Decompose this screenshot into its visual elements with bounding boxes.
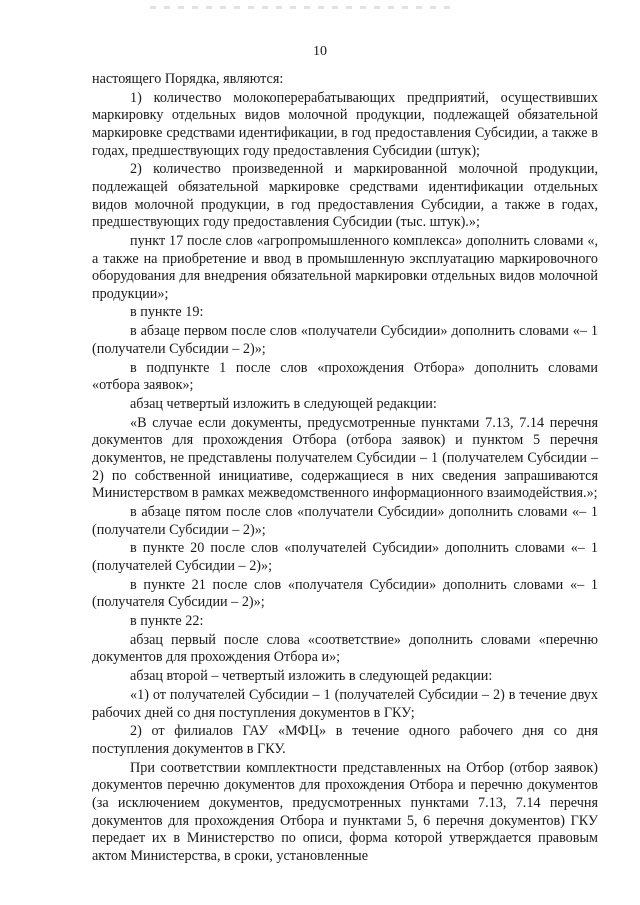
paragraph: 1) количество молокоперерабатывающих предприятий, осуществивших маркировку отдельных видов молочной продукции, подлежащей обязательной маркировке средствами идентификации, в год предоставления Субсидии, а также в годах, предшествующих году предоставления Субсидии (штук); (92, 89, 598, 159)
document-body (92, 71, 598, 867)
paragraph: в подпункте 1 после слов «прохождения Отбора» дополнить словами «отбора заявок»; (92, 359, 598, 394)
paragraph: абзац четвертый изложить в следующей редакции: (130, 396, 437, 412)
paragraph: в абзаце пятом после слов «получатели Субсидии» дополнить словами «– 1 (получатели Субсидии – 2)»; (92, 503, 598, 538)
paragraph: в пункте 21 после слов «получателя Субсидии» дополнить словами «– 1 (получателя Субсидии – 2)»; (92, 576, 598, 611)
paragraph: абзац второй – четвертый изложить в следующей редакции: (130, 668, 493, 685)
paragraph: пункт 17 после слов «агропромышленного комплекса» дополнить словами «, а также на приобретение и ввод в промышленную эксплуатацию маркировочного оборудования для внедрения обязательной маркировки отдельных видов молочной продукции»; (92, 232, 598, 302)
scan-artifact (150, 6, 450, 9)
page-number: 10 (313, 44, 327, 59)
paragraph: 2) количество произведенной и маркированной молочной продукции, подлежащей обязательной маркировке средствами идентификации отдельных видов молочной продукции, в год предоставления Субсидии, а также в годах, предшествующих году предоставления Субсидии (тыс. штук).»; (92, 161, 598, 231)
paragraph: абзац первый после слова «соответствие» дополнить словами «перечню документов для прохождения Отбора и»; (92, 631, 598, 666)
paragraph: «В случае если документы, предусмотренные пунктами 7.13, 7.14 перечня документов для прохождения Отбора (отбора заявок) и пунктом 5 перечня документов, не представлены получателем Субсидии – 1 (получателем Субсидии – 2) по собственной инициативе, содержащиеся в них сведения запрашиваются Министерством в рамках межведомственного информационного взаимодействия.»; (92, 414, 598, 502)
paragraph: «1) от получателей Субсидии – 1 (получателей Субсидии – 2) в течение двух рабочих дней со дня поступления документов в ГКУ; (92, 687, 598, 721)
paragraph: в пункте 19: (130, 304, 204, 321)
paragraph: При соответствии комплектности представленных на Отбор (отбор заявок) документов перечню документов для прохождения Отбора и перечню документов (за исключением документов, предусмотренных пунктами 7.13, 7.14 перечня документов для прохождения Отбора и пунктами 5, 6 перечня документов) ГКУ передает их в Министерство по описи, форма которой утверждается правовым актом Министерства, в сроки, установленные (92, 759, 598, 864)
paragraph: 2) от филиалов ГАУ «МФЦ» в течение одного рабочего дня со дня поступления документов в ГКУ. (92, 723, 598, 757)
paragraph: настоящего Порядка, являются: (92, 71, 284, 87)
paragraph: в абзаце первом после слов «получатели Субсидии» дополнить словами «– 1 (получатели Субсидии – 2)»; (92, 323, 598, 357)
paragraph: в пункте 20 после слов «получателей Субсидии» дополнить словами «– 1 (получателей Субсидии – 2)»; (92, 540, 598, 574)
paragraph: в пункте 22: (130, 613, 204, 630)
